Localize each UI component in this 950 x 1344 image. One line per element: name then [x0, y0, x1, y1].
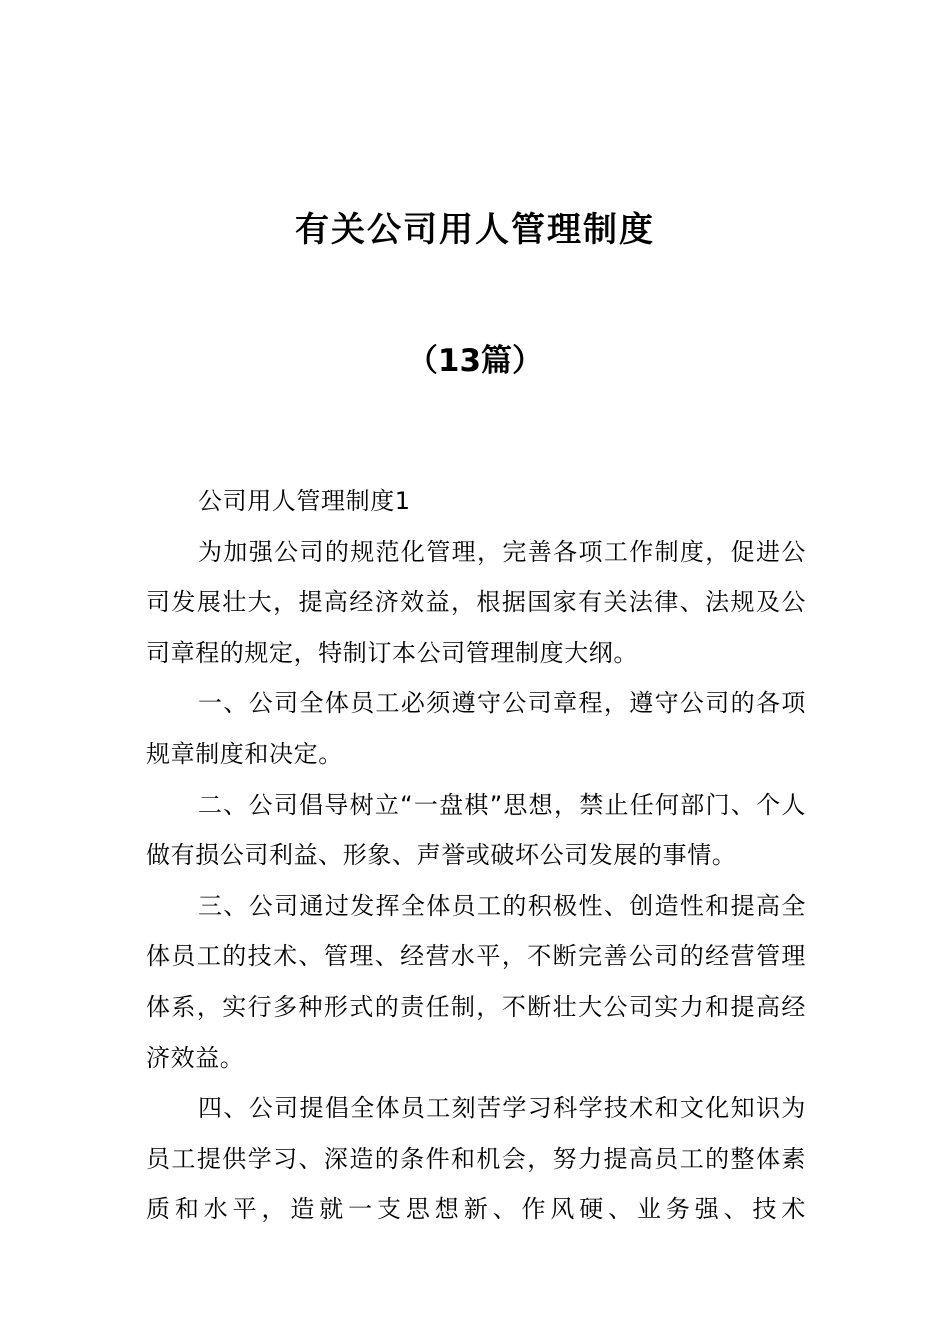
document-title: 有关公司用人管理制度 — [295, 210, 655, 250]
paragraph-article-2: 二、公司倡导树立“一盘棋”思想，禁止任何部门、个人做有损公司利益、形象、声誉或破坏公司发展的事情。 — [146, 790, 806, 870]
paragraph-article-3: 三、公司通过发挥全体员工的积极性、创造性和提高全体员工的技术、管理、经营水平，不断完善公司的经营管理体系，实行多种形式的责任制，不断壮大公司实力和提高经济效益。 — [146, 891, 806, 1072]
paragraph-article-1: 一、公司全体员工必须遵守公司章程，遵守公司的各项规章制度和决定。 — [146, 689, 806, 768]
paragraph-intro: 为加强公司的规范化管理，完善各项工作制度，促进公司发展壮大，提高经济效益，根据国家有关法律、法规及公司章程的规定，特制订本公司管理制度大纲。 — [146, 537, 806, 667]
section-heading: 公司用人管理制度1 — [198, 487, 411, 515]
paragraph-article-4: 四、公司提倡全体员工刻苦学习科学技术和文化知识为员工提供学习、深造的条件和机会，努力提高员工的整体素质和水平，造就一支思想新、作风硬、业务强、技术 — [146, 1094, 806, 1224]
document-subtitle: （13篇） — [406, 343, 544, 379]
document-body — [146, 476, 806, 1235]
